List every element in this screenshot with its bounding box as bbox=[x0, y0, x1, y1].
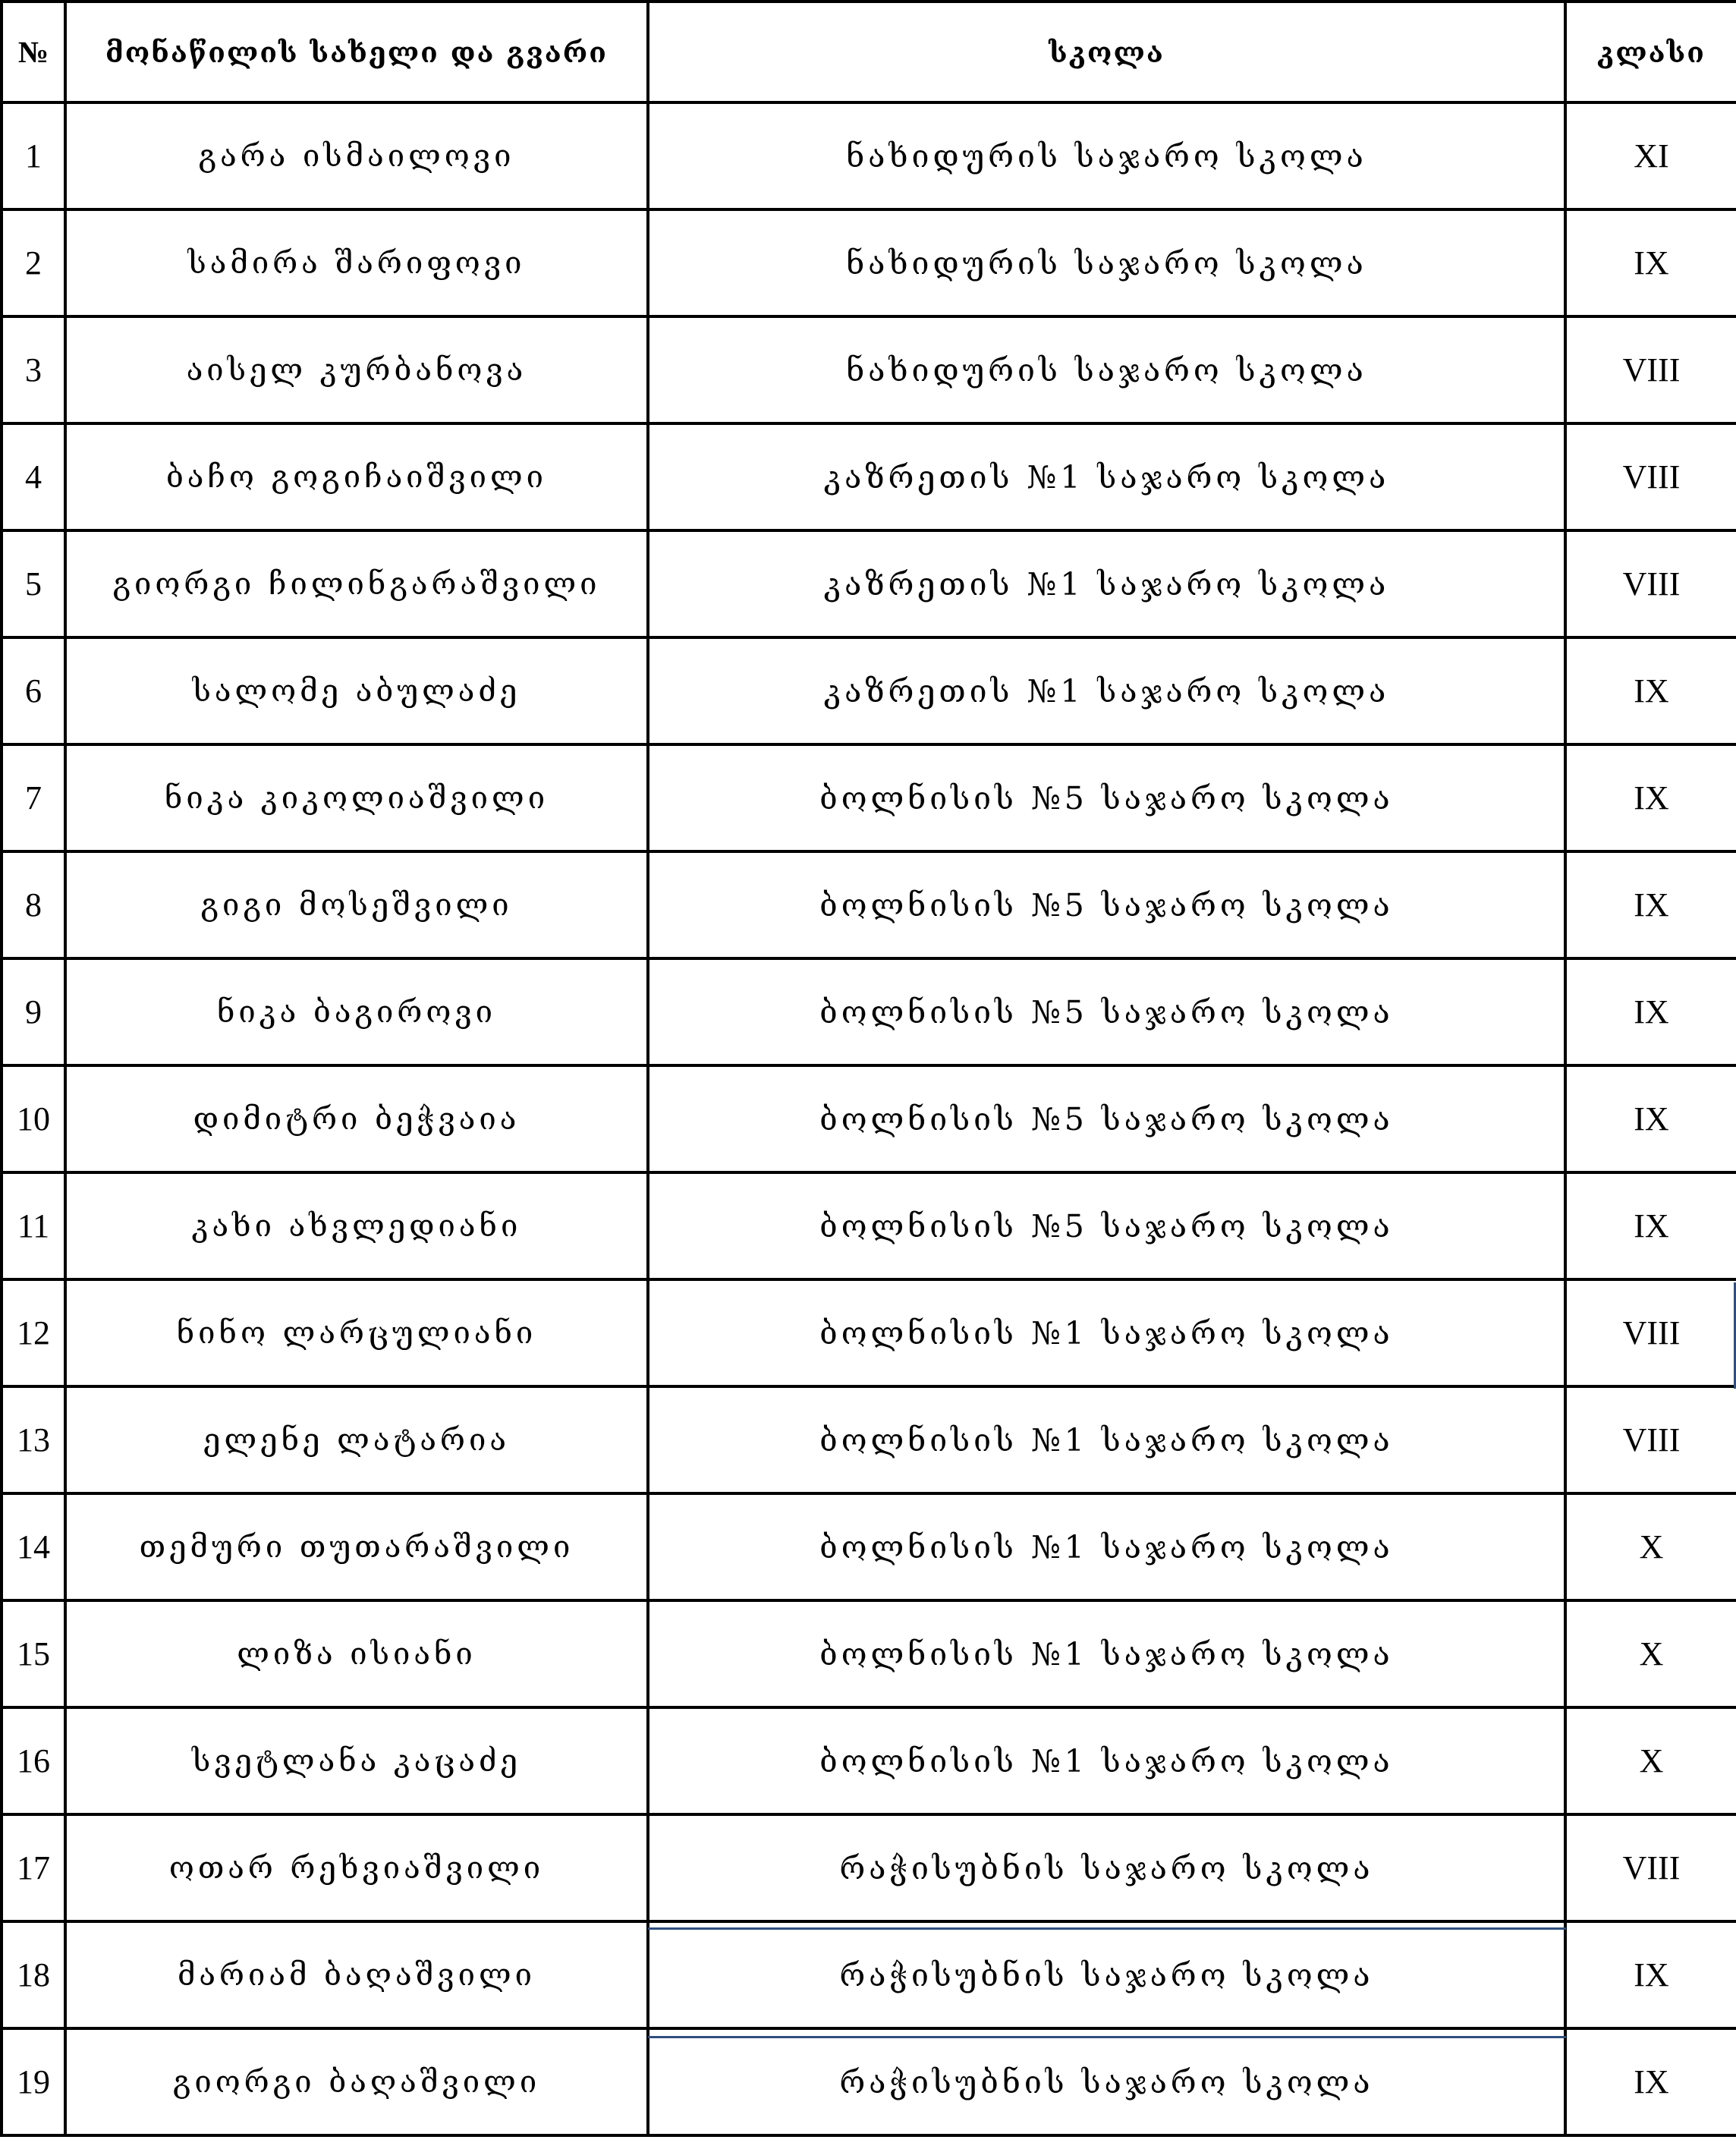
participant-name: გიგი მოსეშვილი bbox=[65, 851, 648, 958]
row-number: 4 bbox=[2, 423, 65, 530]
row-number: 13 bbox=[2, 1386, 65, 1493]
participant-name: ნინო ლარცულიანი bbox=[65, 1279, 648, 1386]
participant-name: ნიკა ბაგიროვი bbox=[65, 958, 648, 1065]
table-body bbox=[2, 102, 1736, 2135]
row-rule-accent bbox=[648, 1927, 1566, 1930]
grade-level: VIII bbox=[1565, 530, 1736, 637]
school-name: ბოლნისის №1 საჯარო სკოლა bbox=[648, 1279, 1565, 1386]
row-number: 2 bbox=[2, 209, 65, 316]
school-name: ნახიდურის საჯარო სკოლა bbox=[648, 209, 1565, 316]
row-number: 14 bbox=[2, 1493, 65, 1600]
table-row bbox=[2, 637, 1736, 744]
grade-level: IX bbox=[1565, 1921, 1736, 2028]
school-name: რაჭისუბნის საჯარო სკოლა bbox=[648, 1921, 1565, 2028]
participant-name: თემური თუთარაშვილი bbox=[65, 1493, 648, 1600]
table-row bbox=[2, 1814, 1736, 1921]
grade-level: IX bbox=[1565, 744, 1736, 851]
header-school: სკოლა bbox=[648, 2, 1565, 102]
school-name: ბოლნისის №1 საჯარო სკოლა bbox=[648, 1493, 1565, 1600]
participant-name: გიორგი ჩილინგარაშვილი bbox=[65, 530, 648, 637]
grade-level: IX bbox=[1565, 851, 1736, 958]
grade-level: VIII bbox=[1565, 1279, 1736, 1386]
row-number: 12 bbox=[2, 1279, 65, 1386]
participant-name: ოთარ რეხვიაშვილი bbox=[65, 1814, 648, 1921]
grade-level: IX bbox=[1565, 2028, 1736, 2135]
school-name: ბოლნისის №1 საჯარო სკოლა bbox=[648, 1600, 1565, 1707]
table-row bbox=[2, 1065, 1736, 1172]
school-name: კაზრეთის №1 საჯარო სკოლა bbox=[648, 530, 1565, 637]
participant-name: ნიკა კიკოლიაშვილი bbox=[65, 744, 648, 851]
row-number: 7 bbox=[2, 744, 65, 851]
row-number: 6 bbox=[2, 637, 65, 744]
table-row bbox=[2, 316, 1736, 423]
header-number: № bbox=[2, 2, 65, 102]
participant-name: სამირა შარიფოვი bbox=[65, 209, 648, 316]
row-number: 10 bbox=[2, 1065, 65, 1172]
table-row bbox=[2, 102, 1736, 209]
table-header bbox=[2, 2, 1736, 102]
table-row bbox=[2, 1386, 1736, 1493]
grade-level: X bbox=[1565, 1600, 1736, 1707]
participant-name: ბაჩო გოგიჩაიშვილი bbox=[65, 423, 648, 530]
school-name: რაჭისუბნის საჯარო სკოლა bbox=[648, 2028, 1565, 2135]
table-row bbox=[2, 1172, 1736, 1279]
header-grade: კლასი bbox=[1565, 2, 1736, 102]
grade-level: VIII bbox=[1565, 1814, 1736, 1921]
school-name: ნახიდურის საჯარო სკოლა bbox=[648, 316, 1565, 423]
participant-name: სალომე აბულაძე bbox=[65, 637, 648, 744]
row-number: 5 bbox=[2, 530, 65, 637]
participant-name: მარიამ ბაღაშვილი bbox=[65, 1921, 648, 2028]
school-name: ბოლნისის №5 საჯარო სკოლა bbox=[648, 1065, 1565, 1172]
row-number: 9 bbox=[2, 958, 65, 1065]
grade-level: IX bbox=[1565, 1172, 1736, 1279]
grade-level: IX bbox=[1565, 637, 1736, 744]
row-number: 11 bbox=[2, 1172, 65, 1279]
row-number: 19 bbox=[2, 2028, 65, 2135]
school-name: ბოლნისის №5 საჯარო სკოლა bbox=[648, 744, 1565, 851]
school-name: ბოლნისის №1 საჯარო სკოლა bbox=[648, 1707, 1565, 1814]
grade-level: X bbox=[1565, 1707, 1736, 1814]
participant-name: სვეტლანა კაცაძე bbox=[65, 1707, 648, 1814]
school-name: კაზრეთის №1 საჯარო სკოლა bbox=[648, 637, 1565, 744]
school-name: ბოლნისის №5 საჯარო სკოლა bbox=[648, 851, 1565, 958]
grade-level: IX bbox=[1565, 958, 1736, 1065]
grade-level: X bbox=[1565, 1493, 1736, 1600]
table-row bbox=[2, 423, 1736, 530]
table-row bbox=[2, 1600, 1736, 1707]
school-name: რაჭისუბნის საჯარო სკოლა bbox=[648, 1814, 1565, 1921]
grade-level: VIII bbox=[1565, 423, 1736, 530]
participant-name: დიმიტრი ბეჭვაია bbox=[65, 1065, 648, 1172]
school-name: ბოლნისის №1 საჯარო სკოლა bbox=[648, 1386, 1565, 1493]
table-row bbox=[2, 2028, 1736, 2135]
table-row bbox=[2, 958, 1736, 1065]
participant-name: კახი ახვლედიანი bbox=[65, 1172, 648, 1279]
table-row bbox=[2, 1279, 1736, 1386]
school-name: ბოლნისის №5 საჯარო სკოლა bbox=[648, 958, 1565, 1065]
row-rule-accent bbox=[648, 2036, 1566, 2038]
school-name: ბოლნისის №5 საჯარო სკოლა bbox=[648, 1172, 1565, 1279]
row-number: 15 bbox=[2, 1600, 65, 1707]
participant-name: ელენე ლატარია bbox=[65, 1386, 648, 1493]
row-number: 16 bbox=[2, 1707, 65, 1814]
grade-level: XI bbox=[1565, 102, 1736, 209]
row-number: 1 bbox=[2, 102, 65, 209]
grade-level: VIII bbox=[1565, 1386, 1736, 1493]
header-row bbox=[2, 2, 1736, 102]
participant-name: აისელ კურბანოვა bbox=[65, 316, 648, 423]
participant-name: გარა ისმაილოვი bbox=[65, 102, 648, 209]
header-participant-name: მონაწილის სახელი და გვარი bbox=[65, 2, 648, 102]
table-row bbox=[2, 209, 1736, 316]
grade-level: VIII bbox=[1565, 316, 1736, 423]
table-row bbox=[2, 851, 1736, 958]
row-number: 18 bbox=[2, 1921, 65, 2028]
table-row bbox=[2, 530, 1736, 637]
table-row bbox=[2, 1707, 1736, 1814]
school-name: ნახიდურის საჯარო სკოლა bbox=[648, 102, 1565, 209]
row-number: 3 bbox=[2, 316, 65, 423]
school-name: კაზრეთის №1 საჯარო სკოლა bbox=[648, 423, 1565, 530]
participant-name: გიორგი ბაღაშვილი bbox=[65, 2028, 648, 2135]
grade-level: IX bbox=[1565, 209, 1736, 316]
table-row bbox=[2, 1493, 1736, 1600]
grade-level: IX bbox=[1565, 1065, 1736, 1172]
row-number: 8 bbox=[2, 851, 65, 958]
row-number: 17 bbox=[2, 1814, 65, 1921]
table-row bbox=[2, 744, 1736, 851]
table-row bbox=[2, 1921, 1736, 2028]
participant-name: ლიზა ისიანი bbox=[65, 1600, 648, 1707]
